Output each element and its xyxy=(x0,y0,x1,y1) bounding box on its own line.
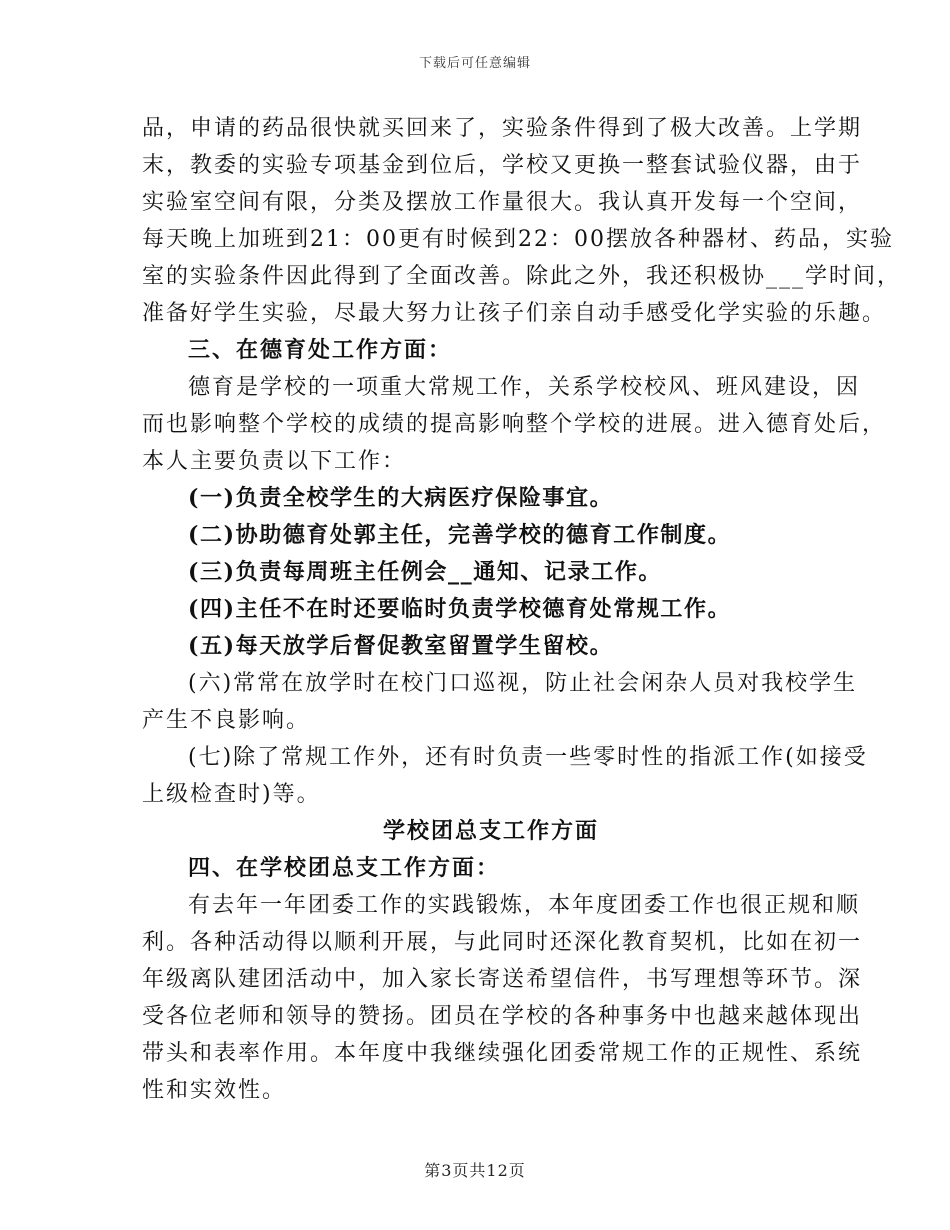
paragraph-line: 末，教委的实验专项基金到位后，学校又更换一整套试验仪器，由于 xyxy=(142,153,863,178)
page-number: 第3页共12页 xyxy=(424,1161,526,1180)
paragraph-line: 德育是学校的一项重大常规工作，关系学校校风、班风建设，因 xyxy=(188,375,861,400)
paragraph-line: 品，申请的药品很快就买回来了，实验条件得到了极大改善。上学期 xyxy=(142,116,863,141)
paragraph-line: 带头和表率作用。本年度中我继续强化团委常规工作的正规性、系统 xyxy=(142,1041,863,1066)
list-item: (三)负责每周班主任例会__通知、记录工作。 xyxy=(188,559,663,585)
list-item-continuation: 上级检查时)等。 xyxy=(142,782,321,807)
list-item: (七)除了常规工作外，还有时负责一些零时性的指派工作(如接受 xyxy=(188,745,868,770)
page-header: 下载后可任意编辑 xyxy=(418,56,531,71)
paragraph-line: 有去年一年团委工作的实践锻炼，本年度团委工作也很正规和顺 xyxy=(188,893,861,918)
paragraph-line: 受各位老师和领导的赞扬。团员在学校的各种事务中也越来越体现出 xyxy=(142,1004,863,1029)
paragraph-line: 实验室空间有限，分类及摆放工作量很大。我认真开发每一个空间， xyxy=(142,190,863,215)
section-heading-3: 三、在德育处工作方面： xyxy=(188,337,453,363)
paragraph-line: 每天晚上加班到21：00更有时候到22：00摆放各种器材、药品，实验 xyxy=(142,227,894,252)
list-item: (五)每天放学后督促教室留置学生留校。 xyxy=(188,633,614,659)
paragraph-line: 利。各种活动得以顺利开展，与此同时还深化教育契机，比如在初一 xyxy=(142,930,863,955)
list-item: (一)负责全校学生的大病医疗保险事宜。 xyxy=(188,485,614,511)
paragraph-line: 而也影响整个学校的成绩的提高影响整个学校的进展。进入德育处后， xyxy=(142,412,887,437)
paragraph-line: 性和实效性。 xyxy=(142,1078,287,1103)
paragraph-line: 年级离队建团活动中，加入家长寄送希望信件，书写理想等环节。深 xyxy=(142,967,863,992)
paragraph-line: 准备好学生实验，尽最大努力让孩子们亲自动手感受化学实验的乐趣。 xyxy=(142,301,887,326)
section-heading-4: 四、在学校团总支工作方面： xyxy=(188,855,501,881)
document-body xyxy=(142,110,902,1109)
paragraph-line: 室的实验条件因此得到了全面改善。除此之外，我还积极协___学时间， xyxy=(142,264,902,289)
center-title: 学校团总支工作方面 xyxy=(382,818,599,844)
list-item: (二)协助德育处郭主任，完善学校的德育工作制度。 xyxy=(188,522,732,548)
list-item: (四)主任不在时还要临时负责学校德育处常规工作。 xyxy=(188,596,732,622)
list-item: (六)常常在放学时在校门口巡视，防止社会闲杂人员对我校学生 xyxy=(188,671,858,696)
list-item-continuation: 产生不良影响。 xyxy=(142,708,311,733)
paragraph-line: 本人主要负责以下工作： xyxy=(142,449,407,474)
